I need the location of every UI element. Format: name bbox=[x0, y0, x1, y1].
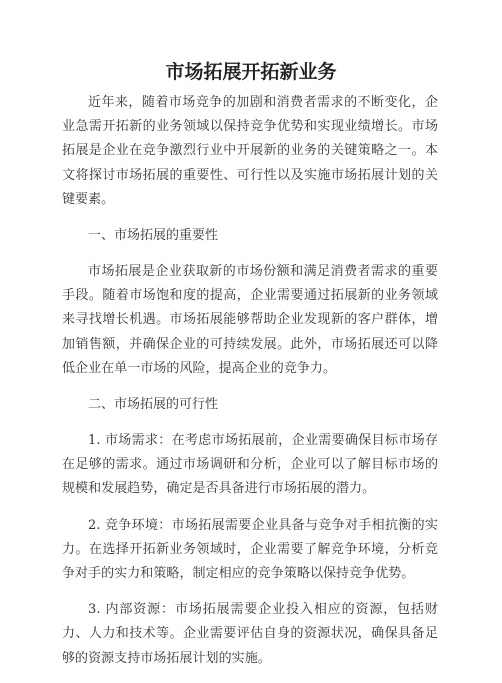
importance-paragraph: 市场拓展是企业获取新的市场份额和满足消费者需求的重要手段。随着市场饱和度的提高，企业需要通过拓展新的业务领域来寻找增长机遇。市场拓展能够帮助企业发现新的客户群体，增加销售额，并确保企业的可持续发展。此外，市场拓展还可以降低企业在单一市场的风险，提高企业的竞争力。 bbox=[62, 264, 438, 376]
section-heading-importance: 一、市场拓展的重要性 bbox=[88, 228, 219, 244]
page-title: 市场拓展开拓新业务 bbox=[165, 61, 337, 83]
document-body bbox=[62, 91, 438, 683]
section-heading-feasibility: 二、市场拓展的可行性 bbox=[88, 397, 219, 413]
feasibility-item-internal-resources: 3. 内部资源：市场拓展需要企业投入相应的资源，包括财力、人力和技术等。企业需要评估自身的资源状况，确保具备足够的资源支持市场拓展计划的实施。 bbox=[62, 602, 438, 666]
feasibility-item-market-demand: 1. 市场需求：在考虑市场拓展前，企业需要确保目标市场存在足够的需求。通过市场调研和分析，企业可以了解目标市场的规模和发展趋势，确定是否具备进行市场拓展的潜力。 bbox=[62, 433, 438, 497]
intro-paragraph: 近年来，随着市场竞争的加剧和消费者需求的不断变化，企业急需开拓新的业务领域以保持竞争优势和实现业绩增长。市场拓展是企业在竞争激烈行业中开展新的业务的关键策略之一。本文将探讨市场拓展的重要性、可行性以及实施市场拓展计划的关键要素。 bbox=[62, 95, 438, 207]
feasibility-item-competition: 2. 竞争环境：市场拓展需要企业具备与竞争对手相抗衡的实力。在选择开拓新业务领域时，企业需要了解竞争环境，分析竞争对手的实力和策略，制定相应的竞争策略以保持竞争优势。 bbox=[62, 517, 438, 582]
